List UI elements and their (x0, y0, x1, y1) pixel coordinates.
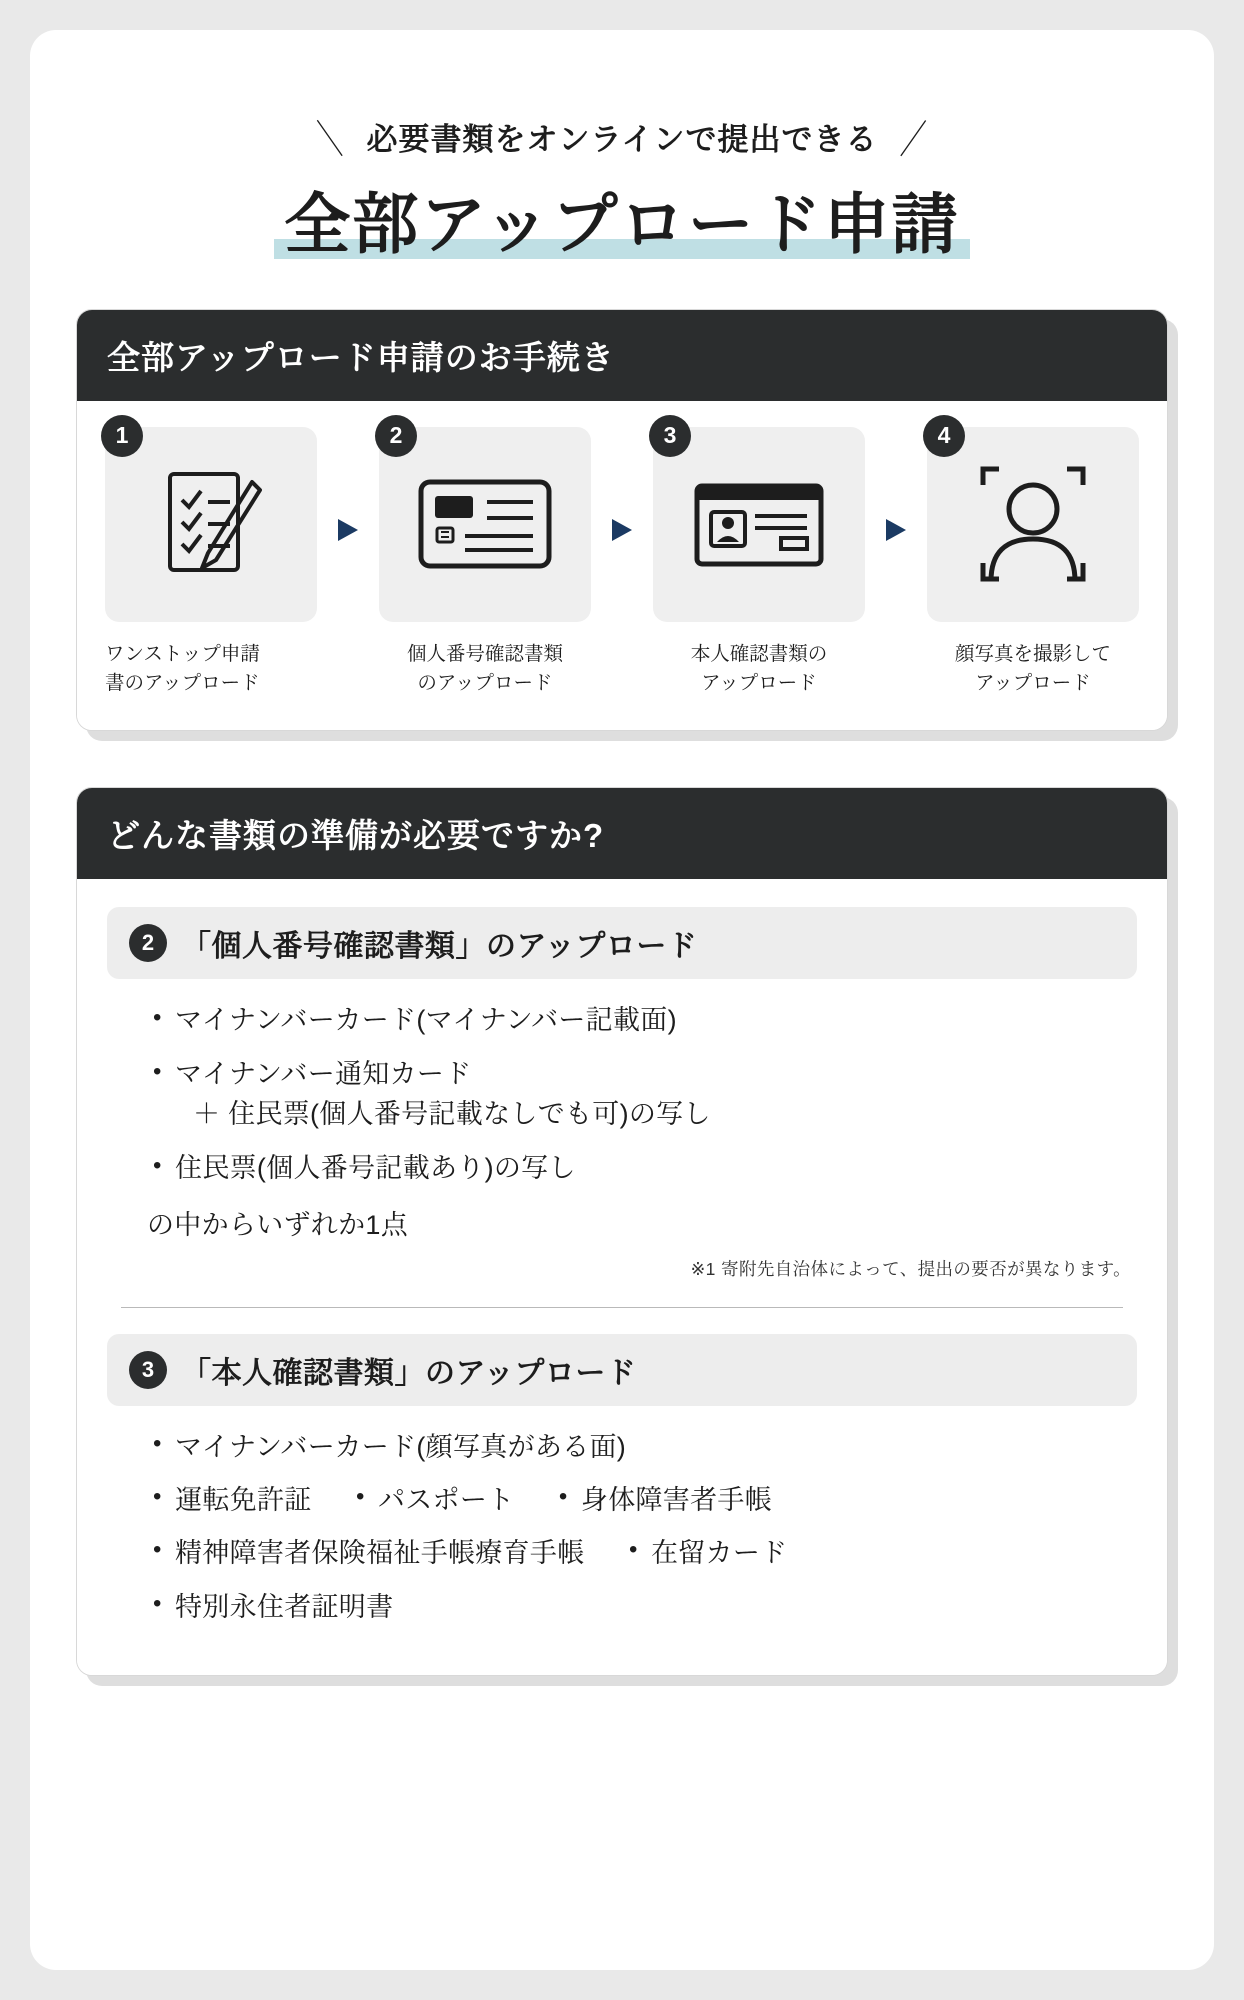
list-item: • 在留カード (629, 1534, 788, 1573)
doc-item-list (107, 1001, 1137, 1189)
list-item: • マイナンバーカード(顔写真がある面) (153, 1428, 626, 1467)
step-item (927, 422, 1139, 699)
page-title-text: 全部アップロード申請 (284, 187, 960, 261)
list-item-text: 住民票(個人番号記載あり)の写し (175, 1153, 576, 1184)
step-caption: 本人確認書類の アップロード (690, 642, 828, 695)
doc-section-header (107, 907, 1137, 979)
document-pen-icon (156, 464, 266, 584)
step-number-badge: 4 (923, 415, 965, 457)
kicker-text: 必要書類をオンラインで提出できる (366, 122, 878, 157)
step-tile-4 (927, 422, 1139, 622)
section-badge: 2 (129, 924, 167, 962)
step-caption: 個人番号確認書類 のアップロード (406, 642, 563, 695)
section-tail-note: の中からいずれか1点 (147, 1210, 409, 1241)
step-tile-1 (105, 422, 317, 622)
step-caption: ワンストップ申請 書のアップロード (105, 642, 260, 695)
step-item (653, 422, 865, 699)
arrow-right-icon (883, 517, 909, 543)
list-row (153, 1534, 1137, 1573)
slash-right-icon: ／ (893, 118, 935, 162)
page-header (76, 64, 1168, 263)
step-number-badge: 2 (375, 415, 417, 457)
doc-section-header (107, 1334, 1137, 1406)
documents-panel-heading: どんな書類の準備が必要ですか? (77, 788, 1167, 879)
step-item (105, 422, 317, 699)
doc-section-identity (107, 1334, 1137, 1627)
step-tile-2 (379, 422, 591, 622)
list-item: • 特別永住者証明書 (153, 1588, 393, 1627)
list-row (153, 1428, 1137, 1467)
list-item: • パスポート (356, 1481, 515, 1520)
list-item (153, 1001, 1137, 1041)
arrow-right-icon (335, 517, 361, 543)
section-label: 「本人確認書類」のアップロード (181, 1357, 637, 1391)
doc-section-personal-number (107, 907, 1137, 1281)
list-item (153, 1055, 1137, 1135)
list-row (153, 1481, 1137, 1520)
list-item: • 精神障害者保険福祉手帳療育手帳 (153, 1534, 585, 1573)
list-item: • 身体障害者手帳 (559, 1481, 772, 1520)
arrow-right-icon (609, 517, 635, 543)
kicker-line (309, 112, 935, 162)
section-footnote: ※1 寄附先自治体によって、提出の要否が異なります。 (690, 1259, 1131, 1280)
list-row (153, 1588, 1137, 1627)
page-title (284, 187, 959, 263)
list-item-text: マイナンバーカード(マイナンバー記載面) (175, 1005, 677, 1036)
list-item-subtext: ＋ 住民票(個人番号記載なしでも可)の写し (193, 1099, 711, 1130)
my-number-card-icon (415, 474, 555, 574)
section-label: 「個人番号確認書類」のアップロード (181, 930, 698, 964)
step-caption: 顔写真を撮影して アップロード (954, 642, 1111, 695)
steps-list (105, 422, 1139, 699)
list-item (153, 1149, 1137, 1189)
step-number-badge: 1 (101, 415, 143, 457)
id-card-icon (689, 474, 829, 574)
step-item (379, 422, 591, 699)
steps-panel (76, 309, 1168, 732)
face-photo-icon (973, 459, 1093, 589)
section-badge: 3 (129, 1351, 167, 1389)
slash-left-icon: ＼ (309, 118, 351, 162)
doc-item-list (107, 1428, 1137, 1627)
section-divider (121, 1307, 1123, 1308)
step-tile-3 (653, 422, 865, 622)
steps-panel-heading: 全部アップロード申請のお手続き (77, 310, 1167, 401)
list-item-text: マイナンバー通知カード (175, 1059, 472, 1090)
list-item: • 運転免許証 (153, 1481, 312, 1520)
documents-panel (76, 787, 1168, 1675)
content-card (30, 30, 1214, 1970)
step-number-badge: 3 (649, 415, 691, 457)
